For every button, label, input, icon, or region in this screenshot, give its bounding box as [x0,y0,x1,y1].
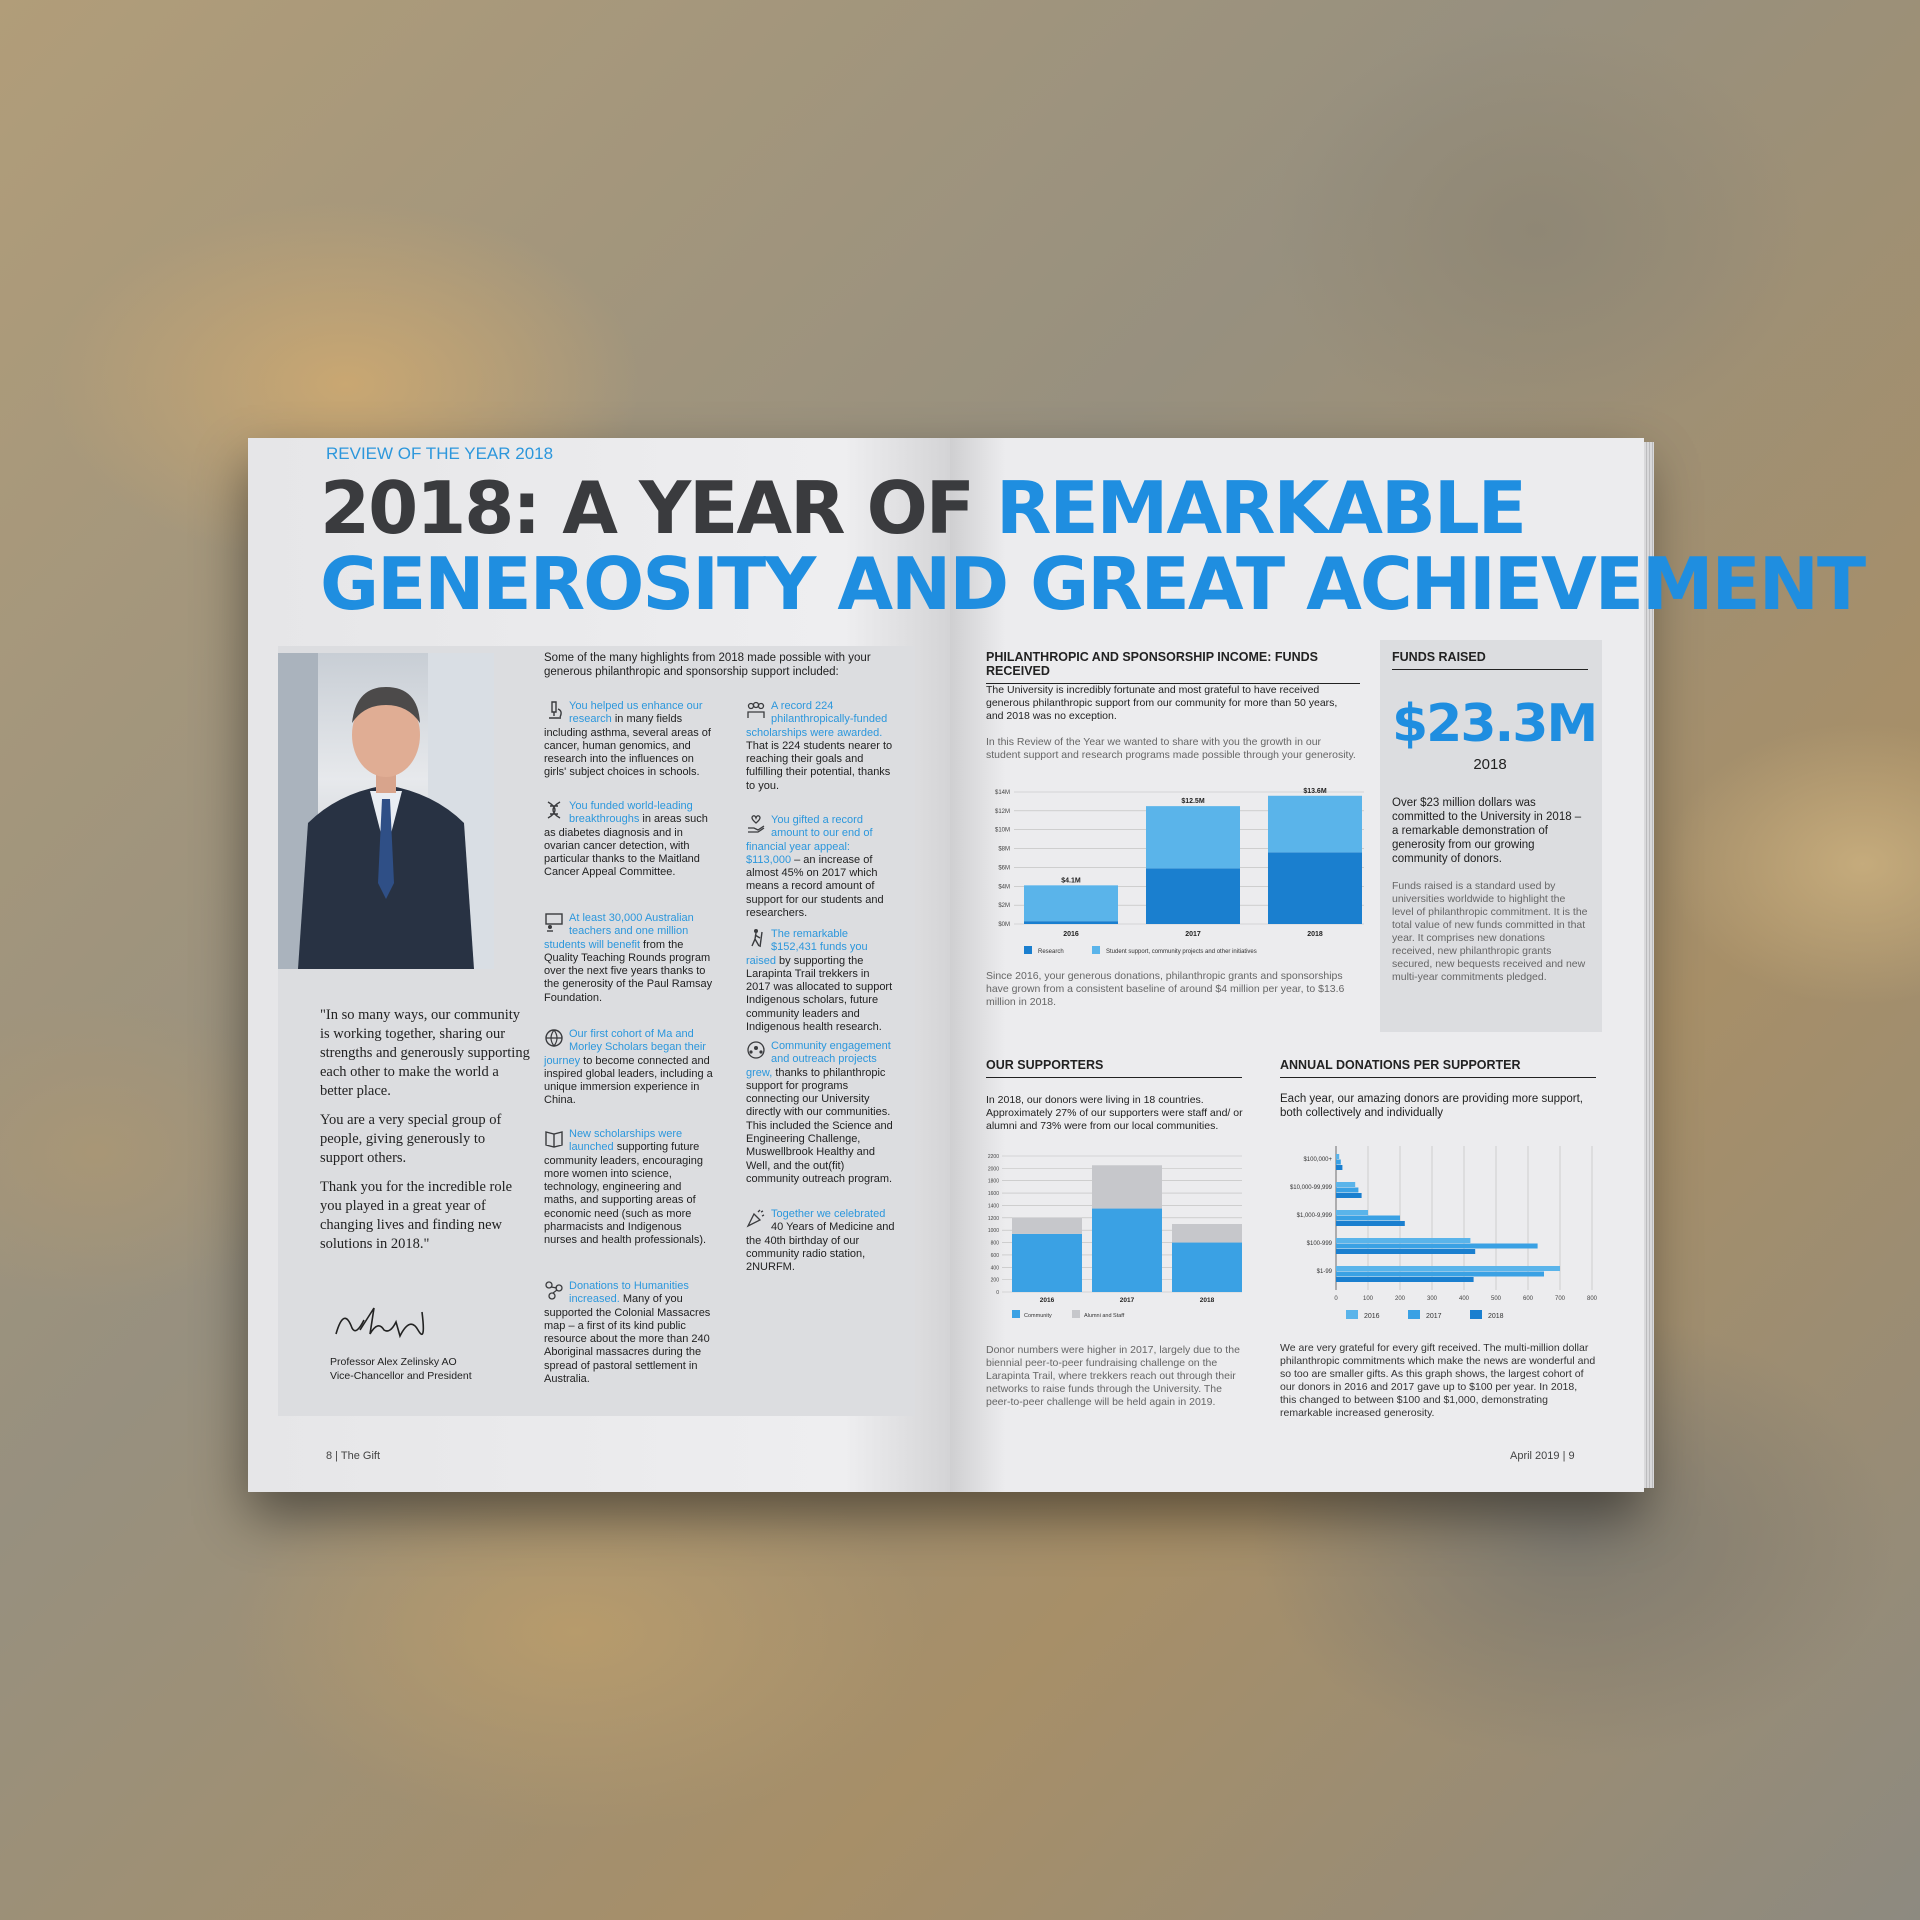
supporters-chart [980,1148,1256,1326]
teacher-icon [544,912,566,932]
funds-lead: Over $23 million dollars was committed to the University in 2018 – a remarkable demonstration of generosity from our growing community of donors. [1392,797,1582,865]
microscope-icon [544,700,566,720]
portrait-photo [278,653,494,969]
highlight-text: in areas such as diabetes diagnosis and in ovarian cancer detection, with particular thanks to the Maitland Cancer Appeal Committee. [544,813,708,879]
highlight-heading: Community engagement and outreach projects grew, [746,1040,891,1079]
bar-2017 [1336,1188,1358,1193]
x-tick-label: 2017 [1185,931,1201,938]
y-tick-label: $2M [998,903,1010,910]
y-tick-label: $6M [998,865,1010,872]
hand-heart-icon [746,814,768,834]
bar-research [1146,868,1240,924]
y-tick-label: $1-99 [1316,1269,1332,1275]
bar-2016 [1336,1238,1470,1243]
bar-alumni-staff [1172,1224,1242,1243]
legend-label: 2018 [1488,1313,1504,1320]
y-tick-label: 1400 [987,1203,999,1210]
celebration-icon [746,1208,768,1228]
highlight-heading: At least 30,000 Australian teachers and one million students will benefit [544,912,694,951]
bar-student-support [1268,796,1362,853]
dna-icon [544,800,566,820]
bar-2016 [1336,1154,1339,1159]
y-tick-label: $8M [998,846,1010,853]
x-tick-label: 300 [1426,1296,1438,1302]
x-tick-label: 800 [1586,1296,1598,1302]
supporters-text: In 2018, our donors were living in 18 countries. Approximately 27% of our supporters were staff and/ or alumni and 73% were from our local communities. [986,1094,1243,1132]
legend-label: 2016 [1364,1313,1380,1320]
y-tick-label: $1,000-9,999 [1296,1213,1332,1219]
x-tick-label: 600 [1522,1296,1534,1302]
data-label: $13.6M [1303,787,1327,795]
y-tick-label: $14M [994,790,1010,796]
income-text-secondary: In this Review of the Year we wanted to share with you the growth in our student support and research programs made possible through your generosity. [986,736,1356,761]
x-tick-label: 2018 [1307,931,1323,938]
bar-research [1024,921,1118,924]
signatory-role: Vice-Chancellor and President [330,1370,472,1382]
bar-2017 [1336,1160,1341,1165]
supporters-caption: Donor numbers were higher in 2017, largely due to the biennial peer-to-peer fundraising challenge on the Larapinta Trail, where trekkers reach out through their networks to raise funds through the University. The peer-to-peer challenge will be held again in 2019. [986,1344,1240,1408]
annual-donations-caption: We are very grateful for every gift received. The multi-million dollar philanthropic commitments which make the news are wonderful and so too are smaller gifts. As this graph shows, the largest cohort of our donors in 2016 and 2017 gave up to $100 per year. In 2018, this changed to between $100 and $1,000, demonstrating remarkable increased generosity. [1280,1342,1596,1419]
bar-2016 [1336,1266,1560,1271]
bar-2017 [1336,1244,1538,1249]
highlight-heading: A record 224 philanthropically-funded scholarships were awarded. [746,700,888,739]
title-blue-part: REMARKABLE [996,466,1525,550]
quote-block [320,1006,530,1264]
funds-text: Funds raised is a standard used by universities worldwide to highlight the level of philanthropic commitment. It is the total value of new funds committed in that year. It comprises new donations received, new philanthropic grants secured, new bequests received and new multi-year commitments pledged. [1392,880,1588,983]
x-tick-label: 400 [1458,1296,1470,1302]
y-tick-label: 0 [996,1290,999,1296]
highlight-item [544,1028,714,1108]
highlight-item [544,800,714,880]
y-tick-label: 2200 [987,1154,999,1160]
legend-label: Community [1024,1313,1052,1319]
legend-swatch-2016 [1346,1310,1358,1319]
y-tick-label: 600 [990,1252,999,1259]
highlight-text: supporting future community leaders, encouraging more women into science, technology, engineering and maths, and supporting areas of economic need (such as more pharmacists and Indigenous nurses and health professionals). [544,1141,707,1247]
y-tick-label: $4M [998,884,1010,891]
bar-2018 [1336,1277,1474,1282]
signature [330,1300,440,1344]
magazine-spread [248,438,1865,1492]
bar-2018 [1336,1221,1405,1226]
signatory-name: Professor Alex Zelinsky AO [330,1356,457,1368]
bar-2018 [1336,1165,1342,1170]
book-icon [544,1128,566,1148]
highlight-text: to become connected and inspired global leaders, including a unique immersion experience in China. [544,1054,713,1107]
x-tick-label: 2016 [1063,931,1079,938]
bar-2016 [1336,1182,1355,1187]
highlight-heading: Donations to Humanities increased. [569,1280,689,1306]
highlight-item [544,1280,714,1386]
highlight-item [746,814,896,920]
y-tick-label: 1600 [987,1191,999,1198]
x-tick-label: 2016 [1039,1297,1055,1304]
page-footer-right: April 2019 | 9 [1510,1450,1575,1462]
quote-paragraph: "In so many ways, our community is working together, sharing our strengths and generously supporting each other to make the world a better place. [320,1007,530,1099]
y-tick-label: $0M [998,922,1010,928]
y-tick-label: 800 [990,1240,999,1247]
bar-research [1268,852,1362,924]
funds-amount: $23.3M [1392,694,1597,754]
legend-label: 2017 [1426,1313,1442,1320]
highlight-text: Many of you supported the Colonial Massacres map – a first of its kind public resource about the more than 240 Aboriginal massacres during the spread of pastoral settlement in Australia. [544,1293,711,1386]
highlight-heading: You helped us enhance our research [569,700,703,726]
legend-swatch-alumni-staff [1072,1310,1080,1318]
bar-alumni-staff [1012,1218,1082,1234]
funds-raised-heading: FUNDS RAISED [1392,650,1588,670]
highlight-item [746,700,896,793]
highlight-item [544,1128,714,1248]
highlight-item [746,1040,896,1186]
x-tick-label: 100 [1362,1296,1374,1302]
quote-paragraph: Thank you for the incredible role you played in a great year of changing lives and finding new solutions in 2018." [320,1179,513,1252]
y-tick-label: 1800 [987,1178,999,1185]
legend-label: Alumni and Staff [1084,1313,1125,1319]
page-footer-left: 8 | The Gift [326,1450,381,1462]
highlight-heading: Our first cohort of Ma and Morley Scholars began their journey [544,1028,706,1067]
people-icon [746,700,768,720]
highlight-heading: The remarkable $152,431 funds you raised [746,928,868,967]
bar-community [1092,1209,1162,1292]
x-tick-label: 2018 [1199,1297,1215,1304]
y-tick-label: $100,000+ [1303,1157,1332,1163]
y-tick-label: 200 [990,1277,999,1284]
bar-2018 [1336,1249,1475,1254]
annual-donations-heading: ANNUAL DONATIONS PER SUPPORTER [1280,1058,1596,1078]
community-icon [746,1040,768,1060]
y-tick-label: $100-999 [1306,1241,1332,1247]
x-tick-label: 700 [1554,1296,1566,1302]
data-label: $4.1M [1061,877,1081,885]
quote-paragraph: You are a very special group of people, giving generously to support others. [320,1112,502,1166]
bar-2017 [1336,1272,1544,1277]
legend-swatch-research [1024,946,1032,954]
y-tick-label: 1000 [987,1228,999,1235]
x-tick-label: 0 [1334,1296,1338,1302]
highlight-text: in many fields including asthma, several areas of cancer, human genomics, and research into the influences on girls' subject choices in schools. [544,713,711,779]
highlight-heading: You gifted a record amount to our end of financial year appeal: $113,000 [746,814,873,866]
highlight-heading: New scholarships were launched [569,1128,683,1154]
highlight-text: That is 224 students nearer to reaching their goals and fulfilling their potential, thanks to you. [746,739,893,792]
highlight-item [746,1208,896,1274]
annual-donations-chart [1266,1140,1606,1328]
data-label: $12.5M [1181,798,1205,806]
bar-student-support [1024,885,1118,921]
highlight-text: – an increase of almost 45% on 2017 which means a record amount of support for our students and researchers. [746,853,884,920]
title-line-2: GENEROSITY AND GREAT ACHIEVEMENT [320,542,1865,626]
legend-label: Student support, community projects and other initiatives [1106,949,1257,955]
y-tick-label: $10M [994,827,1010,834]
highlight-text: 40 Years of Medicine and the 40th birthday of our community radio station, 2NURFM. [746,1221,895,1274]
y-tick-label: $10,000-99,999 [1289,1185,1332,1191]
y-tick-label: 400 [990,1265,999,1272]
bar-community [1172,1243,1242,1292]
income-caption: Since 2016, your generous donations, philanthropic grants and sponsorships have grown from a consistent baseline of around $4 million per year, to $13.6 million in 2018. [986,970,1345,1008]
bar-student-support [1146,806,1240,868]
highlight-text: from the Quality Teaching Rounds program over the next five years thanks to the generosity of the Paul Ramsay Foundation. [544,938,713,1004]
annual-donations-text: Each year, our amazing donors are providing more support, both collectively and individually [1280,1093,1583,1119]
intro-text: Some of the many highlights from 2018 made possible with your generous philanthropic and sponsorship support included: [544,652,871,678]
highlight-item [544,912,714,1005]
y-tick-label: 1200 [987,1215,999,1222]
highlight-text: thanks to philanthropic support for programs connecting our University directly with our communities. This included the Science and Engineering Challenge, Muswellbrook Healthy and Well, and the out(fit) community outreach program. [746,1066,893,1185]
supporters-heading: OUR SUPPORTERS [986,1058,1242,1078]
title-line-1 [320,466,1525,550]
title-dark-part: 2018: A YEAR OF [320,466,997,550]
highlight-item [544,700,714,780]
legend-swatch-community [1012,1310,1020,1318]
income-chart [980,776,1376,956]
income-heading: PHILANTHROPIC AND SPONSORSHIP INCOME: FUNDS RECEIVED [986,650,1360,684]
globe-icon [544,1028,566,1048]
bar-alumni-staff [1092,1165,1162,1208]
y-tick-label: 2000 [987,1166,999,1173]
highlight-text: by supporting the Larapinta Trail trekkers in 2017 was allocated to support Indigenous scholars, future community leaders and Indigenous health research. [746,954,893,1034]
bar-community [1012,1234,1082,1292]
signatory [330,1355,472,1383]
network-icon [544,1280,566,1300]
income-text: The University is incredibly fortunate and most grateful to have received generous philanthropic support from our community for more than 50 years, and 2018 was no exception. [986,684,1338,722]
hiker-icon [746,928,768,948]
highlight-heading: You funded world-leading breakthroughs [569,800,693,826]
legend-swatch-2018 [1470,1310,1482,1319]
kicker: REVIEW OF THE YEAR 2018 [326,444,554,463]
legend-swatch-2017 [1408,1310,1420,1319]
legend-swatch-student-support [1092,946,1100,954]
x-tick-label: 200 [1394,1296,1406,1302]
bar-2017 [1336,1216,1400,1221]
y-tick-label: $12M [994,808,1010,815]
x-tick-label: 500 [1490,1296,1502,1302]
x-tick-label: 2017 [1119,1297,1135,1304]
funds-year: 2018 [1473,756,1507,773]
highlight-item [746,928,896,1034]
bar-2016 [1336,1210,1368,1215]
bar-2018 [1336,1193,1362,1198]
highlight-heading: Together we celebrated [771,1208,886,1220]
legend-label: Research [1038,949,1064,955]
